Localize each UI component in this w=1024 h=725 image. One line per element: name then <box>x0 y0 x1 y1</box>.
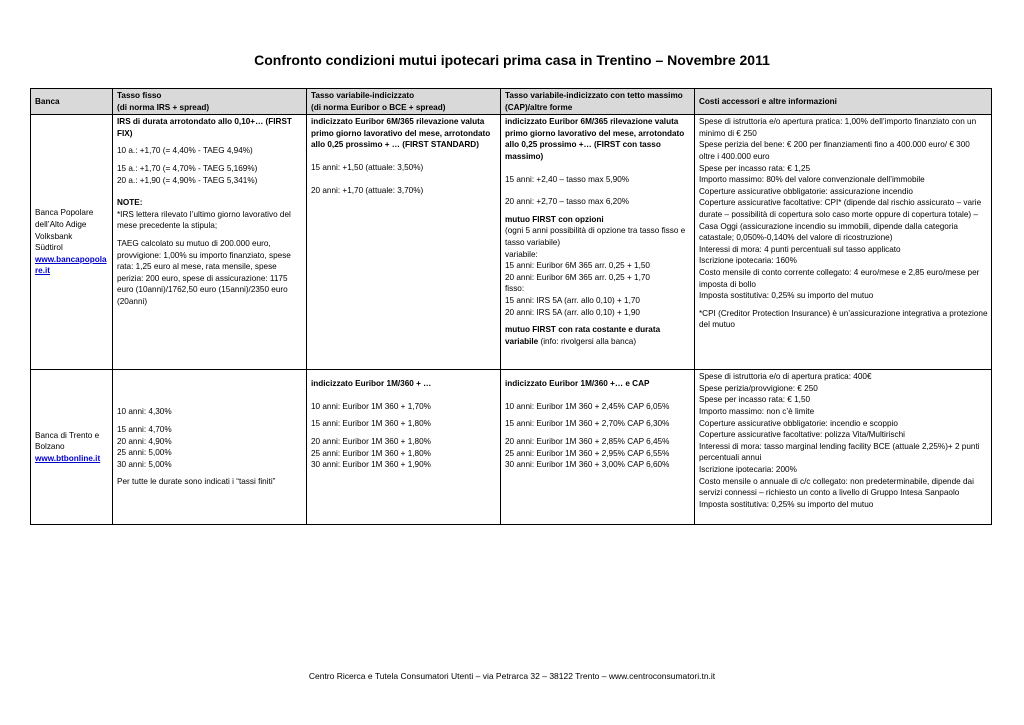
cost-line: Coperture assicurative facoltative: CPI* (dipende dal rischio assicurato – varie durate – possibilità di copertura solo caso morte oppure di copertura totale) – Casa Oggi (assicurazione incendio su immobili, dipende dalla categoria catastale; 0,050%-0,140% del valore di ricostruzione) <box>699 198 982 243</box>
variable-rate-index: indicizzato Euribor 6M/365 rilevazione valuta primo giorno lavorativo del mese, arrotondato allo 0,25 prossimo + … (FIRST STANDARD) <box>311 117 491 150</box>
rate-line: 15 anni: +1,50 (attuale: 3,50%) <box>311 162 424 172</box>
bank-cell <box>31 370 113 525</box>
rate-line: 20 a.: +1,90 (= 4,90% - TAEG 5,341%) <box>117 175 258 185</box>
variable-rate-cell <box>307 370 501 525</box>
cost-line: Coperture assicurative obbligatorie: incendio e scoppio <box>699 418 898 428</box>
rate-line: 20 anni: +1,70 (attuale: 3,70%) <box>311 185 424 195</box>
option-heading: mutuo FIRST con opzioni <box>505 214 604 224</box>
rate-line: 15 anni: 4,70% <box>117 425 172 434</box>
option-text: (info: rivolgersi alla banca) <box>538 336 637 346</box>
cost-line: Interessi di mora: 4 punti percentuali sul tasso applicato <box>699 244 901 254</box>
rate-line: 20 anni: Euribor 6M 365 arr. 0,25 + 1,70 <box>505 272 650 282</box>
option-label: fisso: <box>505 284 525 294</box>
rate-line: 20 anni: IRS 5A (arr. allo 0,10) + 1,90 <box>505 307 640 317</box>
cost-line: Importo massimo: non c’è limite <box>699 406 815 416</box>
cost-line: Spese di istruttoria e/o apertura pratica: 1,00% dell’importo finanziato con un minimo di € 250 <box>699 117 977 138</box>
comparison-table <box>30 88 992 525</box>
rate-line: 30 anni: Euribor 1M 360 + 1,90% <box>311 460 431 470</box>
page-title: Confronto condizioni mutui ipotecari prima casa in Trentino – Novembre 2011 <box>254 52 770 68</box>
table-row <box>31 115 992 370</box>
taeg-note: TAEG calcolato su mutuo di 200.000 euro, provvigione: 1,00% su importo finanziato, spese rata: 1,25 euro al mese, rata mensile, spese perizia: 200 euro, spese di assicurazione: 1175 euro (10anni)/1762,50 euro (15anni)/2350 euro (20anni) <box>117 238 291 306</box>
bank-cell <box>31 115 113 370</box>
rate-line: 10 anni: 4,30% <box>117 407 172 417</box>
rate-line: 15 anni: Euribor 1M 360 + 2,70% CAP 6,30% <box>505 419 670 429</box>
table-row <box>31 370 992 525</box>
bank-name: Banca di Trento e <box>35 430 100 440</box>
rate-line: 15 anni: Euribor 6M 365 arr. 0,25 + 1,50 <box>505 261 650 271</box>
cost-line: Interessi di mora: tasso marginal lending facility BCE (attuale 2,25%)+ 2 punti percentuali annui <box>699 441 980 463</box>
cost-line: Importo massimo: 80% del valore convenzionale dell’immobile <box>699 175 925 185</box>
cost-line: Iscrizione ipotecaria: 160% <box>699 256 797 266</box>
variable-rate-cell <box>307 115 501 370</box>
rate-line: 10 anni: Euribor 1M 360 + 2,45% CAP 6,05% <box>505 401 670 411</box>
rate-line: 30 anni: Euribor 1M 360 + 3,00% CAP 6,60% <box>505 460 670 470</box>
cap-rate-cell <box>501 115 695 370</box>
cost-line: Coperture assicurative obbligatorie: assicurazione incendio <box>699 186 913 196</box>
header-costi: Costi accessori e altre informazioni <box>695 89 992 115</box>
bank-website-link[interactable]: www.btbonline.it <box>35 453 101 463</box>
note-text: Per tutte le durate sono indicati i “tassi finiti” <box>117 477 276 487</box>
cap-rate-cell <box>501 370 695 525</box>
cost-line: Iscrizione ipotecaria: 200% <box>699 464 797 474</box>
rate-line: 25 anni: Euribor 1M 360 + 1,80% <box>311 448 431 458</box>
option-text: (ogni 5 anni possibilità di opzione tra tasso fisso e tasso variabile) <box>505 226 686 247</box>
header-tasso-fisso: Tasso fisso (di norma IRS + spread) <box>113 89 307 115</box>
header-banca: Banca <box>31 89 113 115</box>
variable-rate-index: indicizzato Euribor 1M/360 + … <box>311 379 432 389</box>
rate-line: 15 a.: +1,70 (= 4,70% - TAEG 5,169%) <box>117 163 258 173</box>
note-text: *IRS lettera rilevato l’ultimo giorno lavorativo del mese precedente la stipula; <box>117 209 291 231</box>
costs-cell <box>695 115 992 370</box>
cost-note: *CPI (Creditor Protection Insurance) è un’assicurazione integrativa a protezione del mutuo <box>699 308 988 330</box>
header-tasso-cap: Tasso variabile-indicizzato con tetto massimo (CAP)/altre forme <box>501 89 695 115</box>
rate-line: 10 anni: Euribor 1M 360 + 1,70% <box>311 401 431 411</box>
cost-line: Costo mensile di conto corrente collegato: 4 euro/mese e 2,85 euro/mese per imposta di bollo <box>699 267 980 289</box>
cost-line: Imposta sostitutiva: 0,25% su importo del mutuo <box>699 499 874 509</box>
bank-name: Volksbank <box>35 231 73 241</box>
cap-rate-index: indicizzato Euribor 6M/365 rilevazione valuta primo giorno lavorativo del mese, arrotondato allo 0,25 prossimo +… (FIRST con tasso massimo) <box>505 117 685 161</box>
bank-name: Südtirol <box>35 243 63 253</box>
cap-rate-index: indicizzato Euribor 1M/360 +… e CAP <box>505 379 650 389</box>
bank-website-link[interactable]: www.bancapopolare.it <box>35 254 107 276</box>
header-tasso-variabile: Tasso variabile-indicizzato (di norma Euribor o BCE + spread) <box>307 89 501 115</box>
cost-line: Spese per incasso rata: € 1,25 <box>699 163 811 173</box>
header-row <box>31 89 992 115</box>
rate-line: 30 anni: 5,00% <box>117 459 172 469</box>
bank-name: dell’Alto Adige <box>35 220 87 229</box>
cost-line: Spese perizia/provvigione: € 250 <box>699 383 818 393</box>
cost-line: Spese per incasso rata: € 1,50 <box>699 395 811 405</box>
cost-line: Spese di istruttoria e/o di apertura pratica: 400€ <box>699 372 872 382</box>
rate-line: 20 anni: +2,70 – tasso max 6,20% <box>505 197 630 207</box>
rate-line: 20 anni: Euribor 1M 360 + 2,85% CAP 6,45% <box>505 436 670 446</box>
rate-line: 20 anni: Euribor 1M 360 + 1,80% <box>311 436 431 446</box>
option-heading: mutuo FIRST con rata costante e durata variabile <box>505 325 661 346</box>
rate-line: 15 anni: Euribor 1M 360 + 1,80% <box>311 419 431 429</box>
rate-line: 15 anni: IRS 5A (arr. allo 0,10) + 1,70 <box>505 295 640 305</box>
cost-line: Coperture assicurative facoltative: polizza Vita/Multirischi <box>699 430 905 440</box>
fixed-rate-index: IRS di durata arrotondato allo 0,10+… (FIRST FIX) <box>117 117 292 138</box>
page-footer: Centro Ricerca e Tutela Consumatori Utenti – via Petrarca 32 – 38122 Trento – www.centroconsumatori.tn.it <box>308 671 716 681</box>
note-label: NOTE: <box>117 198 143 208</box>
rate-line: 15 anni: +2,40 – tasso max 5,90% <box>505 174 630 184</box>
rate-line: 20 anni: 4,90% <box>117 436 172 446</box>
bank-name: Bolzano <box>35 442 65 452</box>
rate-line: 25 anni: 5,00% <box>117 448 172 458</box>
cost-line: Costo mensile o annuale di c/c collegato: non predeterminabile, dipende dai servizi connessi – richiesto un conto a livello di Gruppo Intesa Sanpaolo <box>699 476 974 498</box>
fixed-rate-cell <box>113 115 307 370</box>
costs-cell <box>695 370 992 525</box>
fixed-rate-cell <box>113 370 307 525</box>
cost-line: Spese perizia del bene: € 200 per finanziamenti fino a 400.000 euro/ € 300 oltre i 400.000 euro <box>699 140 970 161</box>
bank-name: Banca Popolare <box>35 208 94 218</box>
rate-line: 10 a.: +1,70 (= 4,40% - TAEG 4,94%) <box>117 146 253 156</box>
option-label: variabile: <box>505 249 538 259</box>
cost-line: Imposta sostitutiva: 0,25% su importo del mutuo <box>699 291 874 301</box>
rate-line: 25 anni: Euribor 1M 360 + 2,95% CAP 6,55% <box>505 448 670 458</box>
